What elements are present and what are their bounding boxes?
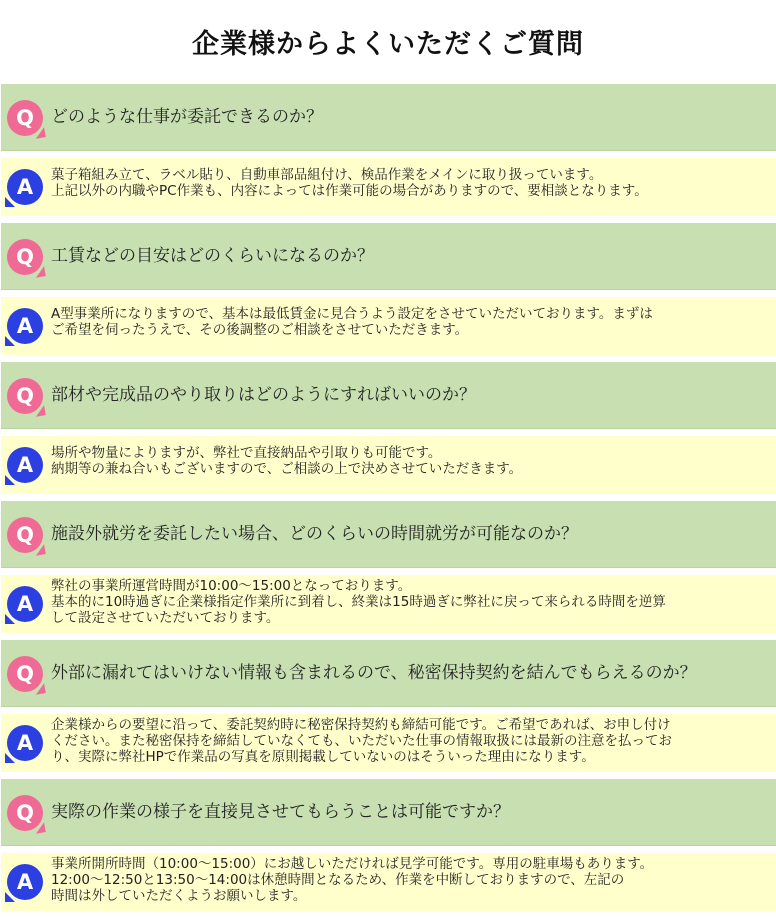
faq-item — [0, 362, 776, 494]
question-text: どのような仕事が委託できるのか？ — [51, 107, 323, 127]
answer-badge-icon — [7, 447, 43, 483]
question-text: 施設外就労を委託したい場合、どのくらいの時間就労が可能なのか？ — [51, 524, 578, 544]
answer-row — [1, 158, 776, 216]
faq-item — [0, 779, 776, 911]
question-badge-icon — [7, 239, 43, 275]
question-badge-icon — [7, 100, 43, 136]
answer-text: 事業所開所時間（10:00～15:00）にお越しいただければ見学可能です。専用の駐車場もあります。 12:00～12:50と13:50～14:00は休憩時間となるため、作業を中断しておりますので、左記の 時間は外していただくようお願いします。 — [51, 856, 654, 904]
question-badge-icon — [7, 378, 43, 414]
answer-badge-icon — [7, 308, 43, 344]
question-row — [1, 640, 776, 707]
answer-row — [1, 436, 776, 494]
question-row — [1, 501, 776, 568]
faq-item — [0, 223, 776, 355]
question-badge-letter: Q — [16, 523, 34, 547]
question-badge-letter: Q — [16, 384, 34, 408]
question-badge-icon — [7, 517, 43, 553]
answer-text: A型事業所になりますので、基本は最低賃金に見合うよう設定をさせていただいております。まずは ご希望を伺ったうえで、その後調整のご相談をさせていただきます。 — [51, 306, 653, 338]
faq-item — [0, 501, 776, 633]
answer-text: 菓子箱組み立て、ラベル貼り、自動車部品組付け、検品作業をメインに取り扱っています。 上記以外の内職やPC作業も、内容によっては作業可能の場合がありますので、要相談となります。 — [51, 167, 648, 199]
answer-row — [1, 714, 776, 772]
question-badge-letter: Q — [16, 106, 34, 130]
answer-badge-letter: A — [16, 731, 34, 755]
answer-text: 弊社の事業所運営時間が10:00～15:00となっております。 基本的に10時過ぎに企業様指定作業所に到着し、終業は15時過ぎに弊社に戻って来られる時間を逆算 して設定させていただいております。 — [51, 578, 666, 626]
answer-text: 場所や物量によりますが、弊社で直接納品や引取りも可能です。 納期等の兼ね合いもございますので、ご相談の上で決めさせていただきます。 — [51, 445, 523, 477]
answer-badge-icon — [7, 169, 43, 205]
question-row — [1, 84, 776, 151]
question-row — [1, 223, 776, 290]
answer-row — [1, 575, 776, 633]
faq-item — [0, 84, 776, 216]
answer-row — [1, 853, 776, 911]
question-badge-icon — [7, 795, 43, 831]
question-row — [1, 779, 776, 846]
answer-badge-icon — [7, 864, 43, 900]
question-badge-icon — [7, 656, 43, 692]
question-row — [1, 362, 776, 429]
question-text: 部材や完成品のやり取りはどのようにすればいいのか？ — [51, 385, 476, 405]
faq-item — [0, 640, 776, 772]
faq-list — [0, 84, 776, 918]
question-text: 外部に漏れてはいけない情報も含まれるので、秘密保持契約を結んでもらえるのか？ — [51, 663, 697, 683]
answer-badge-icon — [7, 725, 43, 761]
question-badge-letter: Q — [16, 662, 34, 686]
answer-badge-letter: A — [16, 592, 34, 616]
answer-row — [1, 297, 776, 355]
question-badge-letter: Q — [16, 801, 34, 825]
question-text: 実際の作業の様子を直接見させてもらうことは可能ですか？ — [51, 802, 510, 822]
answer-badge-icon — [7, 586, 43, 622]
answer-badge-letter: A — [16, 870, 34, 894]
answer-badge-letter: A — [16, 175, 34, 199]
question-text: 工賃などの目安はどのくらいになるのか？ — [51, 246, 374, 266]
page-title: 企業様からよくいただくご質問 — [192, 29, 584, 60]
question-badge-letter: Q — [16, 245, 34, 269]
answer-badge-letter: A — [16, 314, 34, 338]
answer-text: 企業様からの要望に沿って、委託契約時に秘密保持契約も締結可能です。ご希望であれば、お申し付け ください。また秘密保持を締結していなくても、いただいた仕事の情報取扱には最新の注意を払ってお り、実際に弊社HPで作業品の写真を原則掲載していないのはそういった理由になります。 — [51, 717, 672, 765]
answer-badge-letter: A — [16, 453, 34, 477]
